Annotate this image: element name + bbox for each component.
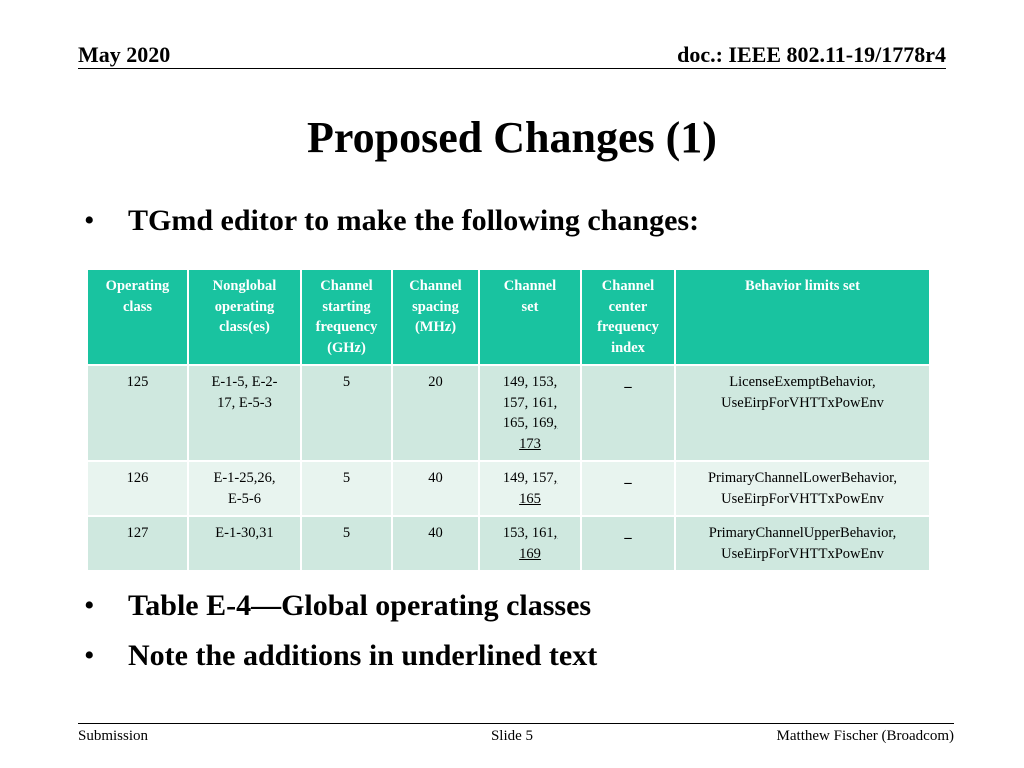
table-row bbox=[87, 365, 930, 461]
header-channel-spacing: Channel spacing (MHz) bbox=[392, 269, 479, 365]
footer-rule bbox=[78, 723, 954, 724]
underlined-addition: 165 bbox=[519, 490, 541, 507]
cell-spacing: 40 bbox=[392, 461, 479, 516]
cell-behavior: PrimaryChannelLowerBehavior, UseEirpForVHTTxPowEnv bbox=[675, 461, 930, 516]
table-row bbox=[87, 461, 930, 516]
underlined-addition: , bbox=[553, 470, 558, 486]
cell-operating-class: 127 bbox=[87, 516, 188, 571]
bullet-item bbox=[84, 639, 597, 673]
underlined-addition: , bbox=[553, 415, 558, 431]
header-operating-class: Operating class bbox=[87, 269, 188, 365]
operating-classes-table bbox=[86, 268, 931, 572]
cell-channel-set: 149, 157, 165 bbox=[479, 461, 581, 516]
underlined-addition: , bbox=[553, 525, 558, 541]
header-channel-center-frequency-index: Channel center frequency index bbox=[581, 269, 675, 365]
cell-operating-class: 126 bbox=[87, 461, 188, 516]
header-nonglobal-operating-class: Nonglobal operating class(es) bbox=[188, 269, 301, 365]
cell-nonglobal: E-1-25,26, E-5-6 bbox=[188, 461, 301, 516]
footer-author: Matthew Fischer (Broadcom) bbox=[776, 728, 954, 744]
cell-start-frequency: 5 bbox=[301, 516, 392, 571]
cell-spacing: 20 bbox=[392, 365, 479, 461]
header-rule bbox=[78, 68, 946, 69]
cell-center-index: _ bbox=[581, 365, 675, 461]
cell-start-frequency: 5 bbox=[301, 365, 392, 461]
cell-start-frequency: 5 bbox=[301, 461, 392, 516]
underlined-addition: 173 bbox=[519, 435, 541, 452]
cell-channel-set: 153, 161, 169 bbox=[479, 516, 581, 571]
header-date: May 2020 bbox=[78, 42, 171, 67]
cell-spacing: 40 bbox=[392, 516, 479, 571]
cell-behavior: LicenseExemptBehavior, UseEirpForVHTTxPowEnv bbox=[675, 365, 930, 461]
bullet-dot-icon: • bbox=[84, 204, 95, 237]
bullet-text: Table E-4—Global operating classes bbox=[128, 589, 592, 622]
cell-operating-class: 125 bbox=[87, 365, 188, 461]
bullet-dot-icon: • bbox=[84, 639, 95, 672]
cell-center-index: _ bbox=[581, 461, 675, 516]
footer-slide-number: Slide 5 bbox=[490, 728, 534, 744]
cell-nonglobal: E-1-30,31 bbox=[188, 516, 301, 571]
cell-behavior: PrimaryChannelUpperBehavior, UseEirpForVHTTxPowEnv bbox=[675, 516, 930, 571]
cell-nonglobal: E-1-5, E-2- 17, E-5-3 bbox=[188, 365, 301, 461]
header-channel-set: Channel set bbox=[479, 269, 581, 365]
bullet-item bbox=[84, 204, 699, 238]
underlined-addition: 169 bbox=[519, 545, 541, 562]
bullet-text: Note the additions in underlined text bbox=[128, 639, 598, 672]
header-channel-starting-frequency: Channel starting frequency (GHz) bbox=[301, 269, 392, 365]
cell-center-index: _ bbox=[581, 516, 675, 571]
slide-title: Proposed Changes (1) bbox=[307, 113, 717, 162]
bullet-item bbox=[84, 589, 591, 623]
cell-channel-set: 149, 153, 157, 161, 165, 169, 173 bbox=[479, 365, 581, 461]
table-header-row bbox=[87, 269, 930, 365]
footer-submission: Submission bbox=[78, 728, 149, 744]
bullet-dot-icon: • bbox=[84, 589, 95, 622]
header-behavior-limits-set: Behavior limits set bbox=[675, 269, 930, 365]
table-row bbox=[87, 516, 930, 571]
bullet-text: TGmd editor to make the following changes: bbox=[128, 204, 700, 237]
header-doc-number: doc.: IEEE 802.11-19/1778r4 bbox=[677, 42, 946, 67]
